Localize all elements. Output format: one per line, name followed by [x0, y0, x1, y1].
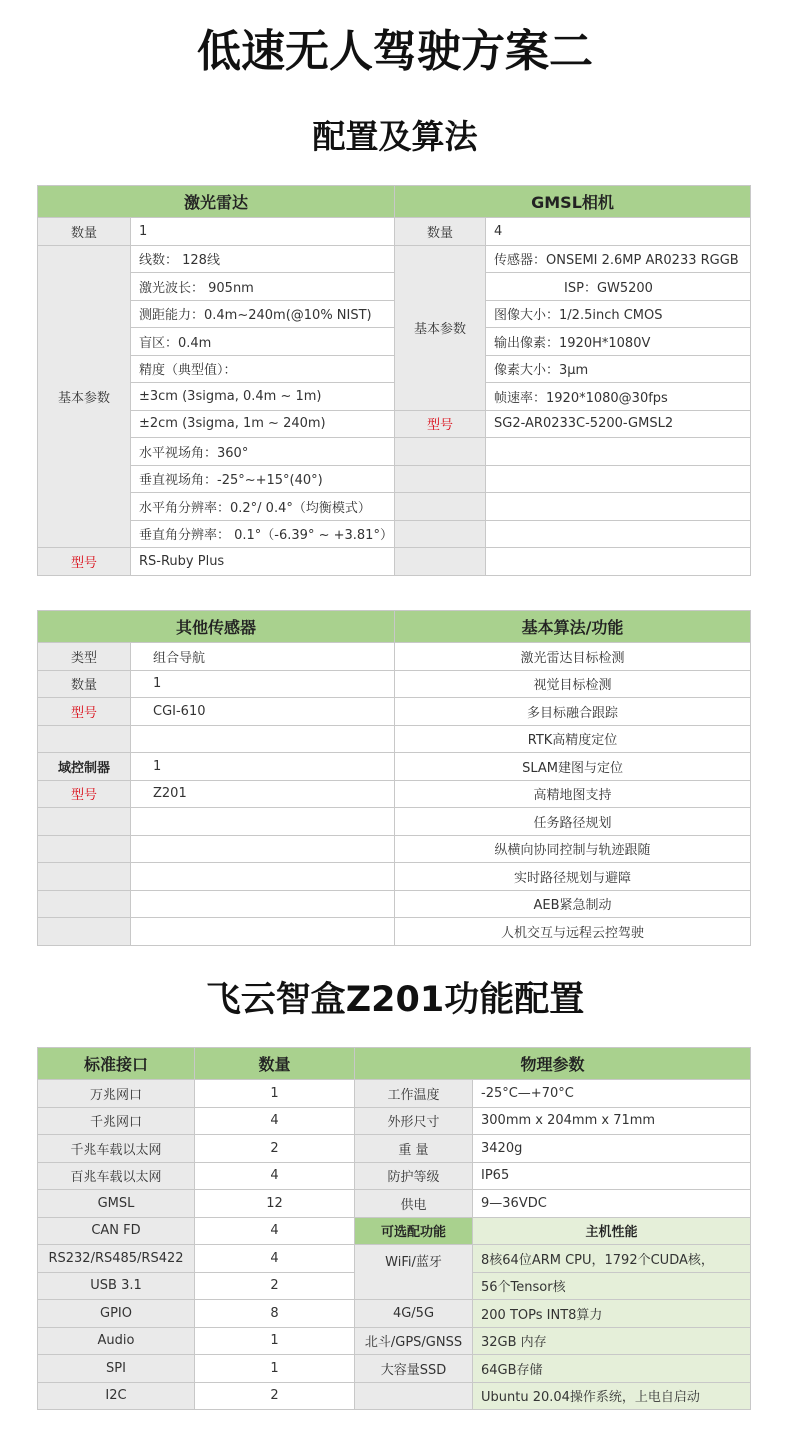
- camera-qty-value: 4: [486, 218, 751, 246]
- optional-item: WiFi/蓝牙: [355, 1245, 473, 1300]
- section-title-config: 配置及算法: [312, 117, 478, 156]
- lidar-param: 水平角分辨率：0.2°/ 0.4°（均衡模式）: [131, 493, 395, 521]
- camera-param: 像素大小：3μm: [486, 355, 751, 383]
- interface-count: 12: [195, 1190, 355, 1218]
- algorithm-item: 视觉目标检测: [395, 670, 751, 698]
- sensor-value: [131, 918, 395, 946]
- host-item: 56个Tensor核: [473, 1272, 751, 1300]
- sensor-value: [131, 808, 395, 836]
- sensor-label: [38, 808, 131, 836]
- host-item: Ubuntu 20.04操作系统，上电自启动: [473, 1382, 751, 1410]
- interface-count: 4: [195, 1162, 355, 1190]
- sensor-value: [131, 863, 395, 891]
- sensor-label: 型号: [38, 780, 131, 808]
- physical-value: -25°C—+70°C: [473, 1080, 751, 1108]
- interface-name: Audio: [38, 1327, 195, 1355]
- lidar-param: 垂直视场角：-25°~+15°(40°): [131, 465, 395, 493]
- empty-cell: [395, 548, 486, 576]
- lidar-param: ±2cm (3sigma, 1m ~ 240m): [131, 410, 395, 438]
- sensor-label: 型号: [38, 698, 131, 726]
- lidar-param: 盲区：0.4m: [131, 328, 395, 356]
- camera-model-value: SG2-AR0233C-5200-GMSL2: [486, 410, 751, 438]
- camera-header: GMSL相机: [395, 186, 751, 218]
- lidar-camera-table: [37, 185, 751, 576]
- algorithm-item: 人机交互与远程云控驾驶: [395, 918, 751, 946]
- lidar-qty-value: 1: [131, 218, 395, 246]
- lidar-model-value: RS-Ruby Plus: [131, 548, 395, 576]
- host-item: 32GB 内存: [473, 1327, 751, 1355]
- interface-count: 8: [195, 1300, 355, 1328]
- optional-header: 可选配功能: [355, 1217, 473, 1245]
- count-header: 数量: [195, 1048, 355, 1080]
- algorithm-item: 激光雷达目标检测: [395, 643, 751, 671]
- algorithm-item: 实时路径规划与避障: [395, 863, 751, 891]
- physical-label: 供电: [355, 1190, 473, 1218]
- interface-count: 4: [195, 1107, 355, 1135]
- sensor-label: [38, 918, 131, 946]
- empty-cell: [355, 1382, 473, 1410]
- algorithm-item: 任务路径规划: [395, 808, 751, 836]
- host-header: 主机性能: [473, 1217, 751, 1245]
- interface-count: 1: [195, 1080, 355, 1108]
- interface-name: 千兆网口: [38, 1107, 195, 1135]
- sensor-label: 域控制器: [38, 753, 131, 781]
- empty-cell: [486, 548, 751, 576]
- empty-cell: [395, 465, 486, 493]
- host-item: 64GB存储: [473, 1355, 751, 1383]
- interface-count: 1: [195, 1327, 355, 1355]
- host-item: 8核64位ARM CPU，1792个CUDA核，: [473, 1245, 751, 1273]
- optional-item: 北斗/GPS/GNSS: [355, 1327, 473, 1355]
- empty-cell: [395, 520, 486, 548]
- physical-header: 物理参数: [355, 1048, 751, 1080]
- sensor-value: [131, 835, 395, 863]
- lidar-param: 垂直角分辨率： 0.1°（-6.39° ~ +3.81°）: [131, 520, 395, 548]
- camera-param: ISP：GW5200: [486, 273, 751, 301]
- empty-cell: [486, 465, 751, 493]
- sensor-label: 类型: [38, 643, 131, 671]
- physical-value: 300mm x 204mm x 71mm: [473, 1107, 751, 1135]
- interface-name: 万兆网口: [38, 1080, 195, 1108]
- lidar-header: 激光雷达: [38, 186, 395, 218]
- lidar-qty-label: 数量: [38, 218, 131, 246]
- physical-value: 9—36VDC: [473, 1190, 751, 1218]
- physical-label: 工作温度: [355, 1080, 473, 1108]
- sensor-label: [38, 835, 131, 863]
- empty-cell: [395, 438, 486, 466]
- z201-config-table: [37, 1047, 751, 1410]
- camera-param: 帧速率：1920*1080@30fps: [486, 383, 751, 411]
- interface-count: 1: [195, 1355, 355, 1383]
- interface-name: CAN FD: [38, 1217, 195, 1245]
- lidar-param: 水平视场角：360°: [131, 438, 395, 466]
- sensor-label: [38, 890, 131, 918]
- page-title: 低速无人驾驶方案二: [197, 26, 593, 77]
- section-title-z201: 飞云智盒Z201功能配置: [205, 980, 585, 1020]
- interface-count: 2: [195, 1382, 355, 1410]
- camera-basic-label: 基本参数: [395, 245, 486, 410]
- camera-qty-label: 数量: [395, 218, 486, 246]
- physical-label: 外形尺寸: [355, 1107, 473, 1135]
- sensor-value: Z201: [131, 780, 395, 808]
- algorithm-item: 高精地图支持: [395, 780, 751, 808]
- algorithms-header: 基本算法/功能: [395, 611, 751, 643]
- empty-cell: [395, 493, 486, 521]
- interface-header: 标准接口: [38, 1048, 195, 1080]
- algorithm-item: SLAM建图与定位: [395, 753, 751, 781]
- algorithm-item: 纵横向协同控制与轨迹跟随: [395, 835, 751, 863]
- camera-param: 图像大小：1/2.5inch CMOS: [486, 300, 751, 328]
- camera-param: 输出像素：1920H*1080V: [486, 328, 751, 356]
- camera-param: 传感器：ONSEMI 2.6MP AR0233 RGGB: [486, 245, 751, 273]
- interface-name: GMSL: [38, 1190, 195, 1218]
- lidar-basic-label: 基本参数: [38, 245, 131, 548]
- algorithm-item: 多目标融合跟踪: [395, 698, 751, 726]
- lidar-param: 激光波长： 905nm: [131, 273, 395, 301]
- optional-item: 4G/5G: [355, 1300, 473, 1328]
- physical-value: IP65: [473, 1162, 751, 1190]
- interface-count: 2: [195, 1135, 355, 1163]
- interface-name: SPI: [38, 1355, 195, 1383]
- interface-count: 4: [195, 1217, 355, 1245]
- lidar-param: 精度（典型值）：: [131, 355, 395, 383]
- sensor-value: 1: [131, 670, 395, 698]
- sensor-value: [131, 890, 395, 918]
- empty-cell: [486, 438, 751, 466]
- host-item: 200 TOPs INT8算力: [473, 1300, 751, 1328]
- interface-count: 4: [195, 1245, 355, 1273]
- sensor-label: [38, 863, 131, 891]
- lidar-param: ±3cm (3sigma, 0.4m ~ 1m): [131, 383, 395, 411]
- optional-item: 大容量SSD: [355, 1355, 473, 1383]
- interface-count: 2: [195, 1272, 355, 1300]
- empty-cell: [486, 520, 751, 548]
- lidar-param: 线数： 128线: [131, 245, 395, 273]
- interface-name: 千兆车载以太网: [38, 1135, 195, 1163]
- physical-label: 防护等级: [355, 1162, 473, 1190]
- algorithm-item: AEB紧急制动: [395, 890, 751, 918]
- interface-name: USB 3.1: [38, 1272, 195, 1300]
- other-sensors-header: 其他传感器: [38, 611, 395, 643]
- interface-name: RS232/RS485/RS422: [38, 1245, 195, 1273]
- lidar-model-label: 型号: [38, 548, 131, 576]
- sensor-value: 1: [131, 753, 395, 781]
- sensor-value: CGI-610: [131, 698, 395, 726]
- sensor-label: 数量: [38, 670, 131, 698]
- sensor-value: [131, 725, 395, 753]
- physical-value: 3420g: [473, 1135, 751, 1163]
- sensor-label: [38, 725, 131, 753]
- interface-name: GPIO: [38, 1300, 195, 1328]
- algorithm-item: RTK高精度定位: [395, 725, 751, 753]
- lidar-param: 测距能力：0.4m~240m(@10% NIST): [131, 300, 395, 328]
- camera-model-label: 型号: [395, 410, 486, 438]
- physical-label: 重 量: [355, 1135, 473, 1163]
- empty-cell: [486, 493, 751, 521]
- interface-name: 百兆车载以太网: [38, 1162, 195, 1190]
- interface-name: I2C: [38, 1382, 195, 1410]
- sensors-algorithms-table: [37, 610, 751, 946]
- sensor-value: 组合导航: [131, 643, 395, 671]
